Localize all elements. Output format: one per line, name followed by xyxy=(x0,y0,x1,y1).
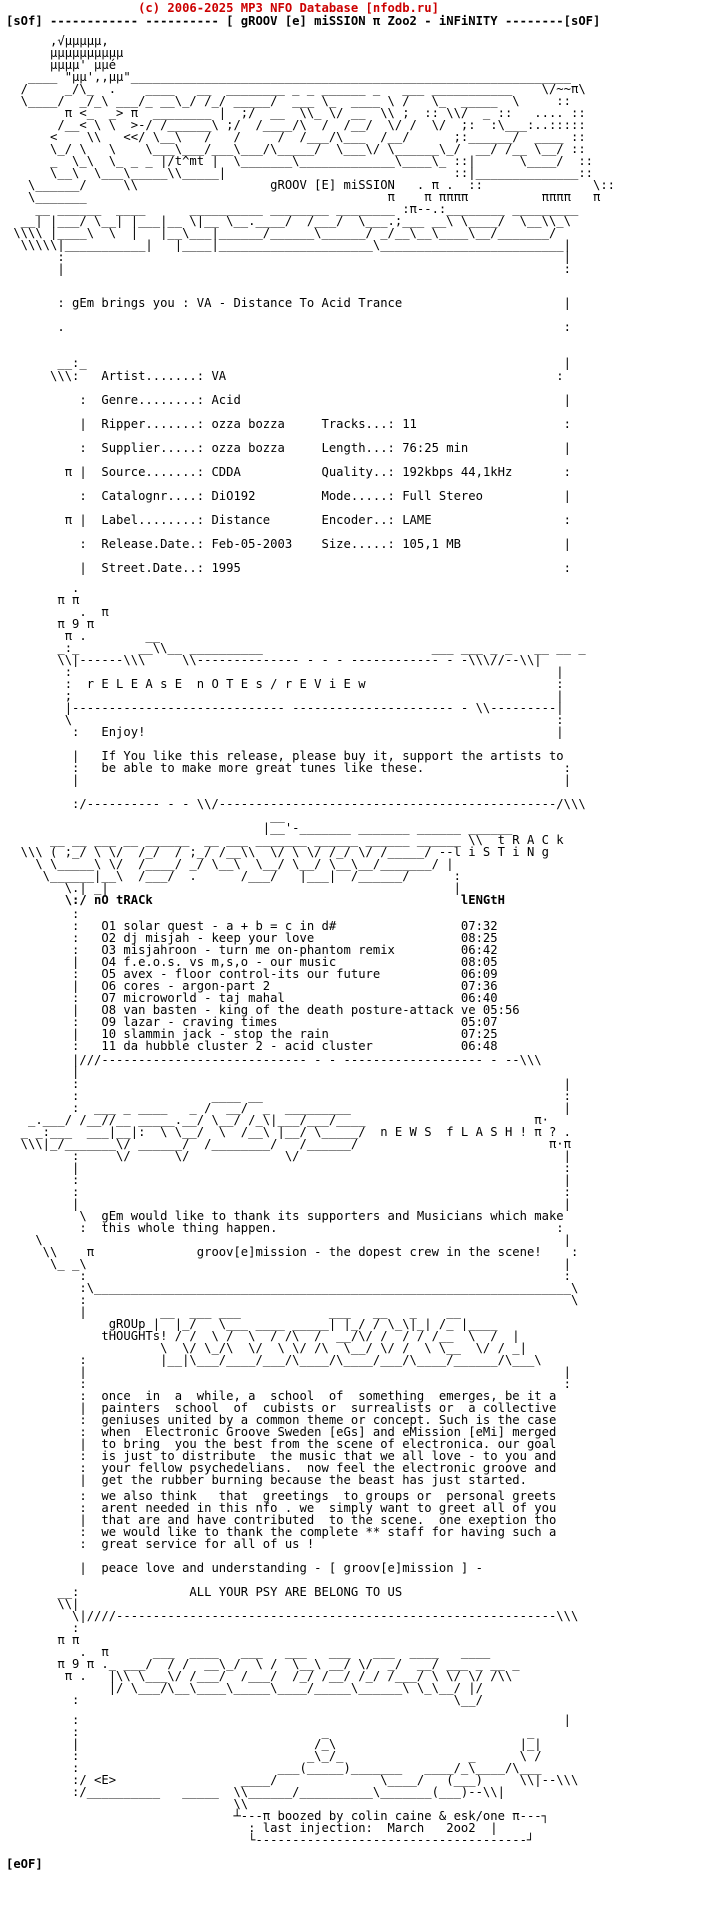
nfo-line: \\\\ |____\ \ | |__\___|______/______\______/ _/__\__\____\__/_______/ xyxy=(6,226,557,240)
nfo-line: :/__________ _____ \\______/__________\_______(___)--\\| xyxy=(6,1785,505,1799)
nfo-line: : Genre........: Acid | xyxy=(6,393,571,407)
nfo-line: __:_ | xyxy=(6,356,571,370)
nfo-line: π | Label........: Distance Encoder..: LAME : xyxy=(6,513,571,527)
nfo-line: | : xyxy=(6,262,571,276)
nfo-line: : we would like to thank the complete ** staff for having such a xyxy=(6,1525,557,1539)
nfo-line: \ \/ \_/\ \/ \ \/ /\ \__/ \/ / \ \__ \/ / _| xyxy=(6,1341,527,1355)
nfo-line: \______/ \\ gROOV [E] miSSION . π . :: \:: xyxy=(6,178,616,192)
nfo-line: < \\ <</ \__\ / / / /___/\___ /__/ ;:______/ ____ :: xyxy=(6,130,586,144)
nfo-line: \ : xyxy=(6,713,564,727)
nfo-line: ,√µµµµµ, xyxy=(6,34,109,48)
nfo-line: : gEm brings you : VA - Distance To Acid Trance | xyxy=(6,296,571,310)
nfo-line: \ gEm would like to thank its supporters and Musicians which make xyxy=(6,1209,564,1223)
nfo-line: | O6 cores - argon-part 2 07:36 xyxy=(6,979,498,993)
nfo-line: \\ π groov[e]mission - the dopest crew in the scene! : xyxy=(6,1245,579,1259)
nfo-line: | that are and have contributed to the scene. one exeption tho xyxy=(6,1513,557,1527)
nfo-line: : is just to distribute the music that we all love - to you and xyxy=(6,1449,557,1463)
nfo-line: π | Source.......: CDDA Quality..: 192kbps 44,1kHz : xyxy=(6,465,571,479)
nfo-line: _:_ __\\__ __________ ___ ___ _ _ __ __ _ xyxy=(6,641,586,655)
nfo-line: \ | xyxy=(6,1233,571,1247)
nfo-line: : O9 lazar - craving times 05:07 xyxy=(6,1015,498,1029)
nfo-line: / _/\_ . ____ __ ________ _ _ ______ _ ___ ___________ \/~~π\ xyxy=(6,82,586,96)
nfo-line: : O7 microworld - taj mahal 06:40 xyxy=(6,991,498,1005)
nfo-line: /__< \ \ >-/ /______\ ;/ /____/\ / /__/ \/ / \/ ;: :\___:..::::: xyxy=(6,118,586,132)
nfo-line: _ \_\ \_ _ _ |/t^mt | \_______\_____________\____\_ ::| \____/ :: xyxy=(6,154,593,168)
nfo-line: |__'-_______ _______ ______ ______ xyxy=(6,821,513,835)
nfo-document xyxy=(0,2,720,1908)
nfo-line: : |__|\___/____/___/\____/\____/___/\____/______/\___\ xyxy=(6,1353,542,1367)
nfo-line: : \__/ xyxy=(6,1693,483,1707)
nfo-line: | xyxy=(6,1065,80,1079)
nfo-line: \_______ π π ππππ ππππ π xyxy=(6,190,601,204)
nfo-line: : your fellow psychedelians. now feel the electronic groove and xyxy=(6,1461,557,1475)
nfo-line: \__\ \___\_____\\_____| ::|______________:: xyxy=(6,166,593,180)
nfo-line: | | xyxy=(6,773,571,787)
nfo-line: __ ______ ____ __________ ________ ________ :π--.:________ _________ xyxy=(6,202,579,216)
nfo-line: π π xyxy=(6,593,80,607)
nfo-line: . π xyxy=(6,605,109,619)
nfo-line: | Ripper.......: ozza bozza Tracks...: 11 : xyxy=(6,417,571,431)
nfo-line: \\\: Artist.......: VA : xyxy=(6,369,564,383)
nfo-line: gROUp | |_/ \___ ____ _____| |_/ / \_\|_| /_ |____ xyxy=(6,1317,498,1331)
nfo-line: : this whole thing happen. : xyxy=(6,1221,564,1235)
nfo-line: : once in a while, a school of something emerges, be it a xyxy=(6,1389,557,1403)
nfo-line: π 9 π ._ ___/ / / __\_/ \ / \__\ __/ \/ _/ __/ ___ _ __ _ xyxy=(6,1657,520,1671)
nfo-line: : Catalognr....: DiO192 Mode.....: Full Stereo | xyxy=(6,489,571,503)
nfo-line: π π xyxy=(6,1633,80,1647)
nfo-line: : 11 da hubble cluster 2 - acid cluster 06:48 xyxy=(6,1039,498,1053)
nfo-line: \.| _| | xyxy=(6,881,461,895)
nfo-line: | to bring you the best from the scene of electronica. our goal xyxy=(6,1437,557,1451)
nfo-line: : we also think that greetings to groups or personal greets xyxy=(6,1489,557,1503)
nfo-line: . : xyxy=(6,320,571,334)
nfo-line: | | xyxy=(6,1365,571,1379)
nfo-line: : \ xyxy=(6,1293,579,1307)
nfo-line: \\\|_/_______\/ ______/ /________/ /______/ π·π xyxy=(6,1137,571,1151)
nfo-line: : | xyxy=(6,1173,571,1187)
nfo-line: |----------------------------- ---------------------- - \\---------| xyxy=(6,701,564,715)
nfo-line: π . |\\ \___\/ /___/ /___/ /_/ /__/ /_/ /___/ \ \/ \/ /\\ xyxy=(6,1669,513,1683)
nfo-line: . π ___ ____ ___ ___ ___ ___ ____ ____ xyxy=(6,1645,491,1659)
nfo-line: | | xyxy=(6,1197,571,1211)
nfo-line: µµµµµµµµµµ xyxy=(6,46,124,60)
nfo-line: __| |___/ \__| |___|__ \|__ \__.____/ /___/ \___.;___ __\ \____/ \__\\_\ xyxy=(6,214,571,228)
nfo-line: : last injection: March 2oo2 | xyxy=(6,1821,498,1835)
nfo-line: :/---------- - - \\/----------------------------------------------/\\\ xyxy=(6,797,586,811)
nfo-line: : O3 misjahroon - turn me on-phantom remix 06:42 xyxy=(6,943,498,957)
nfo-line: : : xyxy=(6,1185,571,1199)
nfo-line: |/ \___/\__\____\_____\____/_____\______\ \_\__/ |/ xyxy=(6,1681,483,1695)
nfo-line: ┴---π boozed by colin caine & esk/one π---┐ xyxy=(6,1809,549,1823)
nfo-line: : : xyxy=(6,1377,571,1391)
nfo-line: \ \_____\ \/ /____/ _/ \__\ \__/ \__/ \__\__/_______/ | xyxy=(6,857,454,871)
nfo-line: : r E L E A s E n O T E s / r E V i E w : xyxy=(6,677,564,691)
nfo-line: : ____ __ : xyxy=(6,1089,571,1103)
nfo-line: └-------------------------------------┘ xyxy=(6,1833,535,1847)
nfo-line: : O5 avex - floor control-its our future 06:09 xyxy=(6,967,498,981)
nfo-line: | If You like this release, please buy it, support the artists to xyxy=(6,749,564,763)
nfo-line: \\ xyxy=(6,1797,249,1811)
nfo-line: \|////------------------------------------------------------------\\\ xyxy=(6,1609,579,1623)
nfo-line: µµµµ' µµé xyxy=(6,58,117,72)
nfo-line: . xyxy=(6,581,80,595)
nfo-line: π . __ xyxy=(6,629,161,643)
nfo-line: :\_________________________________________________________________\ xyxy=(6,1281,579,1295)
nfo-line: : \/ \/ \/ | xyxy=(6,1149,571,1163)
nfo-line: _ _:___ ___|__|: \ \__/ \ /__\ |__/ \_____/ n E W S f L A S H ! π ? . xyxy=(6,1125,571,1139)
nfo-line: : xyxy=(6,907,80,921)
nfo-line: | : xyxy=(6,1161,571,1175)
nfo-line: \\\\\|___________| |____|_____________________\_________________________| xyxy=(6,238,571,252)
nfo-line: \\\ ( ;_/ \ \/ /_/ / ;_/ /__\\ \/ \ \/ /_/ \/ /_____/ --l i S T i N g xyxy=(6,845,549,859)
nfo-line: ; | xyxy=(6,689,564,703)
nfo-line: \_ _\ | xyxy=(6,1257,571,1271)
nfo-line: : | xyxy=(6,1713,571,1727)
nfo-line: | O4 f.e.o.s. vs m,s,o - our music 08:05 xyxy=(6,955,498,969)
nfo-line: : | xyxy=(6,1077,571,1091)
nfo-line: :/ <E> ____/ \____/ (___) \\|--\\\ xyxy=(6,1773,579,1787)
nfo-line: π <_ _> π ________ | ;/ __ \\_ \/ __ \\ ; :: \\/ _ :: .... :: xyxy=(6,106,586,120)
nfo-line: | Street.Date..: 1995 : xyxy=(6,561,571,575)
nfo-line: : O1 solar quest - a + b = c in d# 07:32 xyxy=(6,919,498,933)
nfo-line: __ xyxy=(6,809,285,823)
nfo-line: | painters school of cubists or surrealists or a collective xyxy=(6,1401,557,1415)
nfo-line: __: ALL YOUR PSY ARE BELONG TO US xyxy=(6,1585,403,1599)
nfo-line: [sOf] ------------ ---------- [ gROOV [e] miSSION π Zoo2 - iNFiNITY --------[sOF] xyxy=(6,14,601,28)
nfo-line: \\|------\\\ \\-------------- - - - ------------ - -\\\//--\\| xyxy=(6,653,542,667)
nfo-line: | __ ___ ___ ___ __ _ __ xyxy=(6,1305,461,1319)
nfo-line: |///---------------------------- - - ------------------- - --\\\ xyxy=(6,1053,542,1067)
nfo-line: : _ _ xyxy=(6,1725,535,1739)
nfo-line: : xyxy=(6,1621,80,1635)
nfo-line: ____ "µµ',,µµ"____________________________________________________________ xyxy=(6,70,571,84)
nfo-line: : : xyxy=(6,1269,571,1283)
nfo-line: \\| xyxy=(6,1597,80,1611)
nfo-line: : when Electronic Groove Sweden [eGs] and eMission [eMi] merged xyxy=(6,1425,557,1439)
nfo-line: : | xyxy=(6,665,564,679)
nfo-line: : _\_/_ _ \ / xyxy=(6,1749,542,1763)
nfo-line: : O2 dj misjah - keep your love 08:25 xyxy=(6,931,498,945)
nfo-line: \______|__\ /___/ . /___/ |___| /______/ : xyxy=(6,869,461,883)
nfo-line: : Enjoy! | xyxy=(6,725,564,739)
nfo-line: | get the rubber burning because the beast has just started. xyxy=(6,1473,527,1487)
nfo-line: \_/ \ \ \___\___/___\___/\_____/ \___\/ \______\_/ __/ /__ \__/ :: xyxy=(6,142,586,156)
site-header-line: (c) 2006-2025 MP3 NFO Database [nfodb.ru] xyxy=(6,2,439,15)
nfo-line: : geniuses united by a common theme or concept. Such is the case xyxy=(6,1413,557,1427)
nfo-line: : Release.Date.: Feb-05-2003 Size.....: 105,1 MB | xyxy=(6,537,571,551)
nfo-line: | peace love and understanding - [ groov[e]mission ] - xyxy=(6,1561,483,1575)
nfo-line: : be able to make more great tunes like these. : xyxy=(6,761,571,775)
nfo-line: : Supplier.....: ozza bozza Length...: 76:25 min | xyxy=(6,441,571,455)
nfo-line: : | xyxy=(6,250,571,264)
nfo-line: \:/ nO tRACk lENGtH xyxy=(6,893,505,907)
nfo-line: tHOUGHTs! / / \ / \ / /\ / __/\/ / / / /__ \ / | xyxy=(6,1329,520,1343)
nfo-line: [eOF] xyxy=(6,1857,43,1871)
nfo-line: | O8 van basten - king of the death posture-attack ve 05:56 xyxy=(6,1003,520,1017)
nfo-line: | /_\ |_| xyxy=(6,1737,542,1751)
nfo-line: : ___(_____)_______ ____/_\____/\___ xyxy=(6,1761,542,1775)
nfo-line: : great service for all of us ! xyxy=(6,1537,315,1551)
nfo-line: : ___ _ ____ _ / __/ _ _________ | xyxy=(6,1101,571,1115)
nfo-line: : arent needed in this nfo . we simply want to greet all of you xyxy=(6,1501,557,1515)
nfo-line: _.___/ /__//__ _____.__/ \__/ /_\|___/___/____ π· xyxy=(6,1113,549,1127)
nfo-line: __ __ ___ __ ______ __ ___ _______ ______ ______ ______ \\ t R A C k xyxy=(6,833,564,847)
nfo-line: | 10 slammin jack - stop the rain 07:25 xyxy=(6,1027,498,1041)
nfo-line: \____/ _/_\ ___/_ __\_/ /_/ _____/ ___ \_ ____ \ / \_ _____ \ :: xyxy=(6,94,571,108)
nfo-line: π 9 π xyxy=(6,617,95,631)
